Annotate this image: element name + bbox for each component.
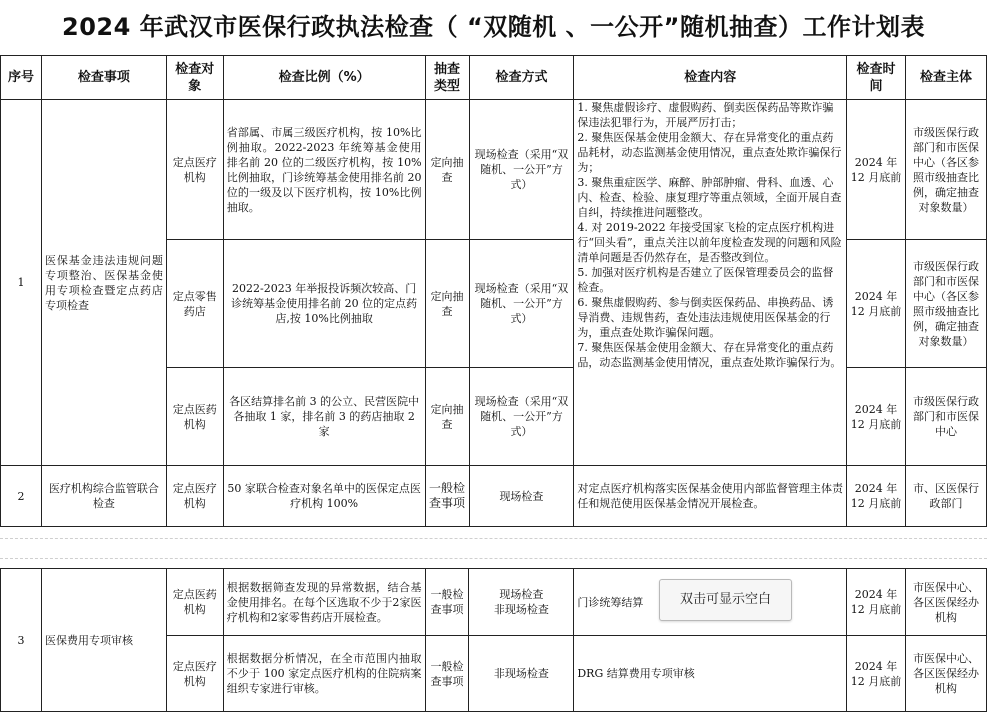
row1-sub3-time: 2024 年 12 月底前 (847, 368, 906, 466)
row1-sub2-type: 定向抽查 (425, 240, 469, 368)
row2-type: 一般检查事项 (425, 466, 469, 527)
page-break-line (0, 558, 987, 559)
header-time: 检查时间 (847, 56, 906, 100)
row1-sub1-type: 定向抽查 (425, 100, 469, 240)
row3-sub1-subject: 市医保中心、各区医保经办机构 (906, 569, 987, 636)
row1-sub3-object: 定点医药机构 (166, 368, 223, 466)
row1-sub2-object: 定点零售药店 (166, 240, 223, 368)
header-object: 检查对象 (166, 56, 223, 100)
row2-item: 医疗机构综合监管联合检查 (41, 466, 166, 527)
page-break-gap (0, 527, 987, 568)
row2-content: 对定点医疗机构落实医保基金使用内部监督管理主体责任和规范使用医保基金情况开展检查。 (574, 466, 847, 527)
row1-sub3-type: 定向抽查 (425, 368, 469, 466)
row3-sub2-subject: 市医保中心、各区医保经办机构 (906, 636, 987, 712)
row1-sub2-subject: 市级医保行政部门和市医保中心（各区参照市级抽查比例，确定抽查对象数量） (906, 240, 987, 368)
row1-sub1-subject: 市级医保行政部门和市医保中心（各区参照市级抽查比例，确定抽查对象数量） (906, 100, 987, 240)
row1-sub3-method: 现场检查（采用“双随机、一公开”方式） (469, 368, 574, 466)
row3-sub1-type: 一般检查事项 (425, 569, 469, 636)
table-row (1, 569, 987, 636)
table-row (1, 466, 987, 527)
row2-subject: 市、区医保行政部门 (906, 466, 987, 527)
row3-sub1-method: 现场检查 非现场检查 (469, 569, 574, 636)
header-content: 检查内容 (574, 56, 847, 100)
row1-sub2-method: 现场检查（采用“双随机、一公开”方式） (469, 240, 574, 368)
row3-sub2-method: 非现场检查 (469, 636, 574, 712)
row1-content: 1. 聚焦虚假诊疗、虚假购药、倒卖医保药品等欺诈骗保违法犯罪行为，开展严厉打击； 2. 聚焦医保基金使用金额大、存在异常变化的重点药品耗材，动态监测基金使用情况，重点查处欺诈骗保行为； 3. 聚焦重症医学、麻醉、肿部肿瘤、骨科、血透、心内、检查、检验、康复理疗等重点领域，全面开展自查自纠，持续推进问题整改。 4. 对 2019-2022 年接受国家飞检的定点医疗机构进行“回头看”，重点关注以前年度检查发现的问题和风险清单问题是否仍然存在，是否整改到位。 5. 加强对医疗机构是否建立了医保管理委员会的监督检查。 6. 聚焦虚假购药、参与倒卖医保药品、串换药品、诱导消费、违规售药，查处违法违规使用医保基金的行为，重点查处欺诈骗保问题。 7. 聚焦医保基金使用金额大、存在异常变化的重点药品，动态监测基金使用情况，重点查处欺诈骗保行为。 (574, 100, 847, 466)
row1-sub1-time: 2024 年 12 月底前 (847, 100, 906, 240)
header-method: 检查方式 (469, 56, 574, 100)
row2-no: 2 (1, 466, 42, 527)
header-subject: 检查主体 (906, 56, 987, 100)
row3-sub1-time: 2024 年 12 月底前 (847, 569, 906, 636)
row3-item: 医保费用专项审核 (41, 569, 166, 712)
table-row (1, 100, 987, 240)
row3-sub2-ratio: 根据数据分析情况，在全市范围内抽取不少于 100 家定点医疗机构的住院病案组织专家进行审核。 (223, 636, 425, 712)
row2-ratio: 50 家联合检查对象名单中的医保定点医疗机构 100% (223, 466, 425, 527)
header-no: 序号 (1, 56, 42, 100)
row3-sub2-type: 一般检查事项 (425, 636, 469, 712)
row3-sub1-object: 定点医药机构 (166, 569, 223, 636)
plan-table-bottom (0, 568, 987, 712)
row1-sub1-ratio: 省部属、市属三级医疗机构，按 10%比例抽取。2022-2023 年统筹基金使用排名前 20 位的二级医疗机构，按 10%比例抽取，门诊统筹基金使用排名前 20 位的一级及以下医疗机构，按 10%比例抽取。 (223, 100, 425, 240)
header-item: 检查事项 (41, 56, 166, 100)
row1-item: 医保基金违法违规问题专项整治、医保基金使用专项检查暨定点药店专项检查 (41, 100, 166, 466)
row1-no: 1 (1, 100, 42, 466)
page-break-line (0, 538, 987, 539)
row1-sub1-object: 定点医疗机构 (166, 100, 223, 240)
table-header-row (1, 56, 987, 100)
row1-sub2-ratio: 2022-2023 年举报投诉频次较高、门诊统筹基金使用排名前 20 位的定点药店,按 10%比例抽取 (223, 240, 425, 368)
row1-sub3-ratio: 各区结算排名前 3 的公立、民营医院中各抽取 1 家，排名前 3 的药店抽取 2 家 (223, 368, 425, 466)
row2-time: 2024 年 12 月底前 (847, 466, 906, 527)
row1-sub1-method: 现场检查（采用“双随机、一公开”方式） (469, 100, 574, 240)
row2-method: 现场检查 (469, 466, 574, 527)
header-type: 抽查类型 (425, 56, 469, 100)
double-click-hint-tooltip[interactable]: 双击可显示空白 (659, 579, 792, 621)
row1-sub2-time: 2024 年 12 月底前 (847, 240, 906, 368)
row3-sub1-content: 门诊统筹结算 (574, 569, 847, 636)
row3-sub2-time: 2024 年 12 月底前 (847, 636, 906, 712)
row3-sub1-ratio: 根据数据筛查发现的异常数据，结合基金使用排名。在每个区选取不少于2家医疗机构和2家零售药店开展检查。 (223, 569, 425, 636)
row3-sub2-content: DRG 结算费用专项审核 (574, 636, 847, 712)
page-title: 2024 年武汉市医保行政执法检查（ “双随机 、一公开”随机抽查）工作计划表 (62, 13, 925, 41)
row3-sub2-object: 定点医疗机构 (166, 636, 223, 712)
row2-object: 定点医疗机构 (166, 466, 223, 527)
plan-table-top (0, 55, 987, 527)
header-ratio: 检查比例（%） (223, 56, 425, 100)
row1-sub3-subject: 市级医保行政部门和市医保中心 (906, 368, 987, 466)
row3-no: 3 (1, 569, 42, 712)
